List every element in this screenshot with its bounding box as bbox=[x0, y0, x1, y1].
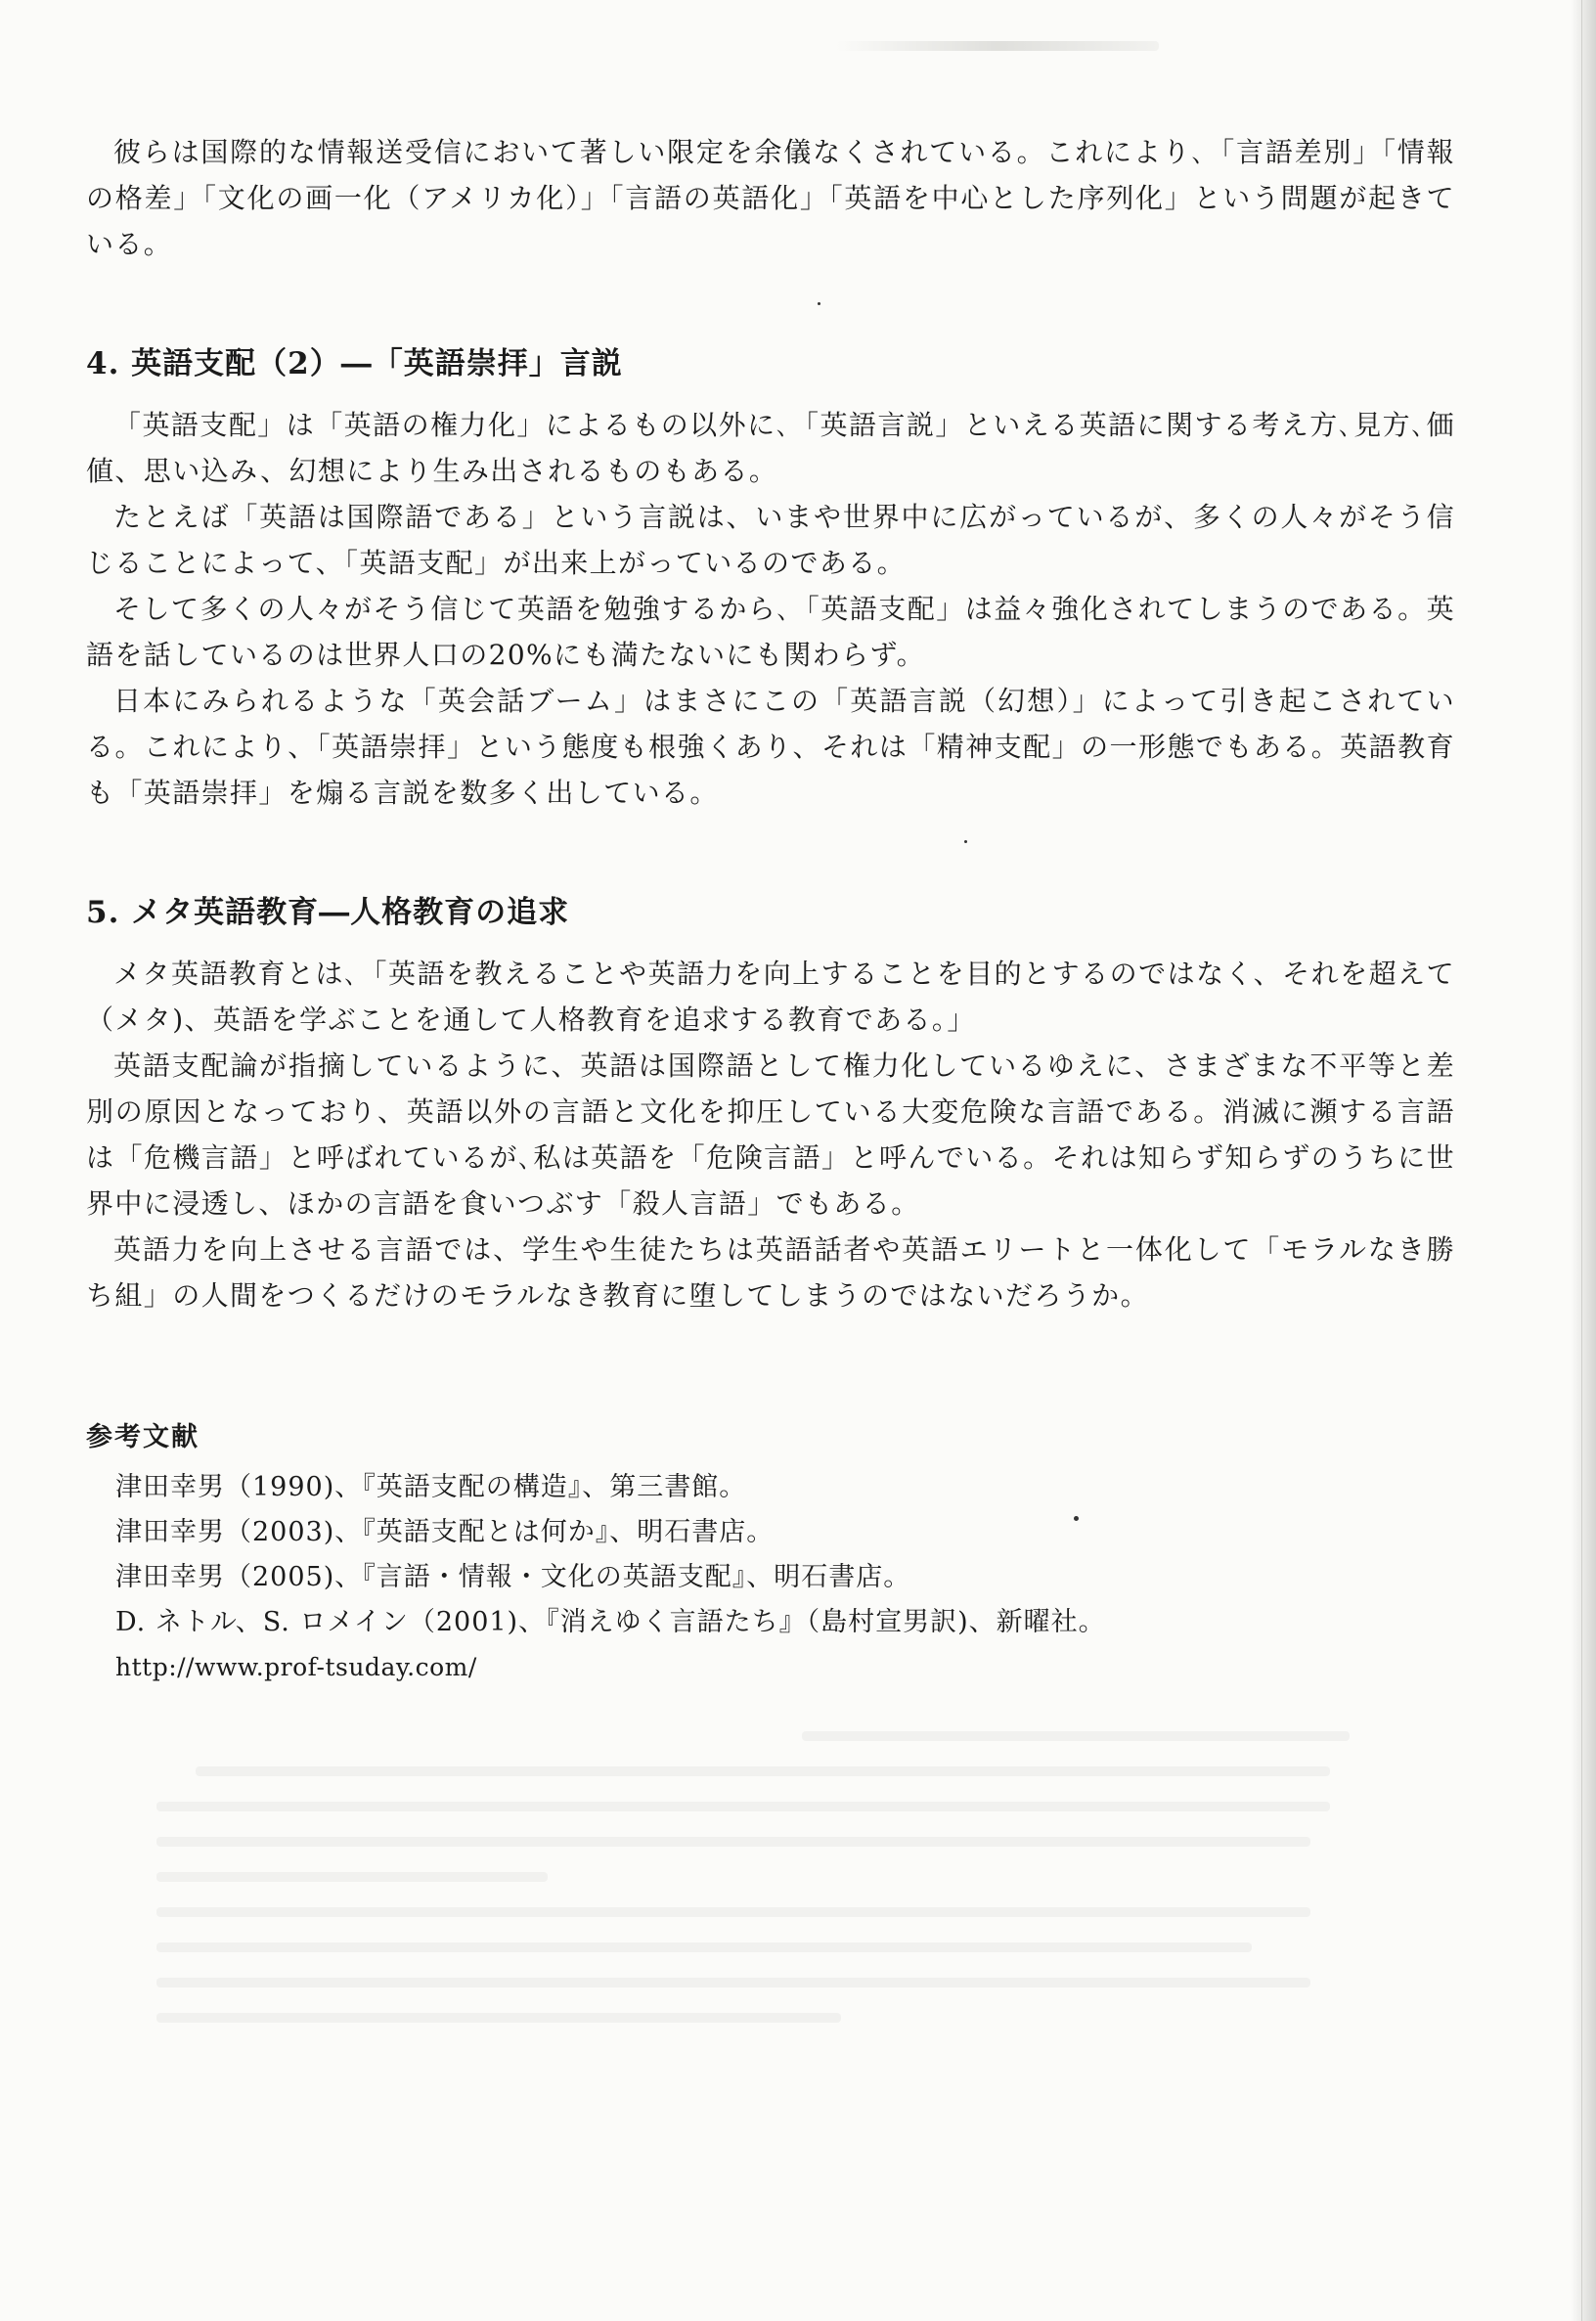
intro-paragraph: 彼らは国際的な情報送受信において著しい限定を余儀なくされている。これにより､「言語差別」「情報の格差」「文化の画一化（アメリカ化）」「言語の英語化」「英語を中心とした序列化」という問題が起きている。 bbox=[86, 136, 1455, 260]
section-4-paragraph: そして多くの人々がそう信じて英語を勉強するから､「英語支配」は益々強化されてしまうのである。英語を話しているのは世界人口の20%にも満たないにも関わらず。 bbox=[86, 593, 1455, 671]
bleed-through-header bbox=[836, 41, 1159, 51]
reference-url: http://www.prof-tsuday.com/ bbox=[115, 1653, 477, 1681]
reference-item: 津田幸男（1990)、『英語支配の構造』、第三書館。 bbox=[115, 1472, 747, 1502]
section-5-heading: 5. メタ英語教育―人格教育の追求 bbox=[86, 895, 570, 930]
reference-item: 津田幸男（2005)、『言語・情報・文化の英語支配』、明石書店。 bbox=[115, 1562, 911, 1592]
bleed-through-text bbox=[117, 1731, 1389, 2142]
reference-item: D. ネトル、S. ロメイン（2001)、『消えゆく言語たち』（島村宣男訳)、新曜社。 bbox=[115, 1607, 1106, 1637]
section-4-paragraph: 「英語支配」は「英語の権力化」によるもの以外に､「英語言説」といえる英語に関する考え方､見方､価値、思い込み、幻想により生み出されるものもある。 bbox=[86, 409, 1455, 487]
references-heading: 参考文献 bbox=[86, 1422, 200, 1452]
page-edge-shadow bbox=[1571, 0, 1596, 2321]
section-5-paragraph: 英語力を向上させる言語では、学生や生徒たちは英語話者や英語エリートと一体化して「モラルなき勝ち組」の人間をつくるだけのモラルなき教育に堕してしまうのではないだろうか。 bbox=[86, 1233, 1455, 1312]
reference-item: 津田幸男（2003)、『英語支配とは何か』、明石書店。 bbox=[115, 1517, 775, 1547]
section-4-heading: 4. 英語支配（2）―「英語崇拝」言説 bbox=[86, 346, 623, 381]
references-list bbox=[86, 1465, 1455, 1690]
page-edge-line bbox=[1581, 0, 1582, 2321]
document-body bbox=[86, 129, 1455, 1690]
section-5-paragraph: メタ英語教育とは､「英語を教えることや英語力を向上することを目的とするのではなく、それを超えて（メタ)、英語を学ぶことを通して人格教育を追求する教育である。」 bbox=[86, 958, 1455, 1036]
section-5-paragraph: 英語支配論が指摘しているように、英語は国際語として権力化しているゆえに、さまざまな不平等と差別の原因となっており、英語以外の言語と文化を抑圧している大変危険な言語である。消滅に瀕する言語は「危機言語」と呼ばれているが､私は英語を「危険言語」と呼んでいる。それは知らず知らずのうちに世界中に浸透し、ほかの言語を食いつぶす「殺人言語」でもある。 bbox=[86, 1049, 1455, 1220]
section-4-paragraph: たとえば「英語は国際語である」という言説は、いまや世界中に広がっているが、多くの人々がそう信じることによって、「英語支配」が出来上がっているのである。 bbox=[86, 501, 1455, 579]
section-4-paragraph: 日本にみられるような「英会話ブーム」はまさにこの「英語言説（幻想）」によって引き起こされている。これにより、「英語崇拝」という態度も根強くあり、それは「精神支配」の一形態でもある。英語教育も「英語崇拝」を煽る言説を数多く出している。 bbox=[86, 685, 1455, 809]
